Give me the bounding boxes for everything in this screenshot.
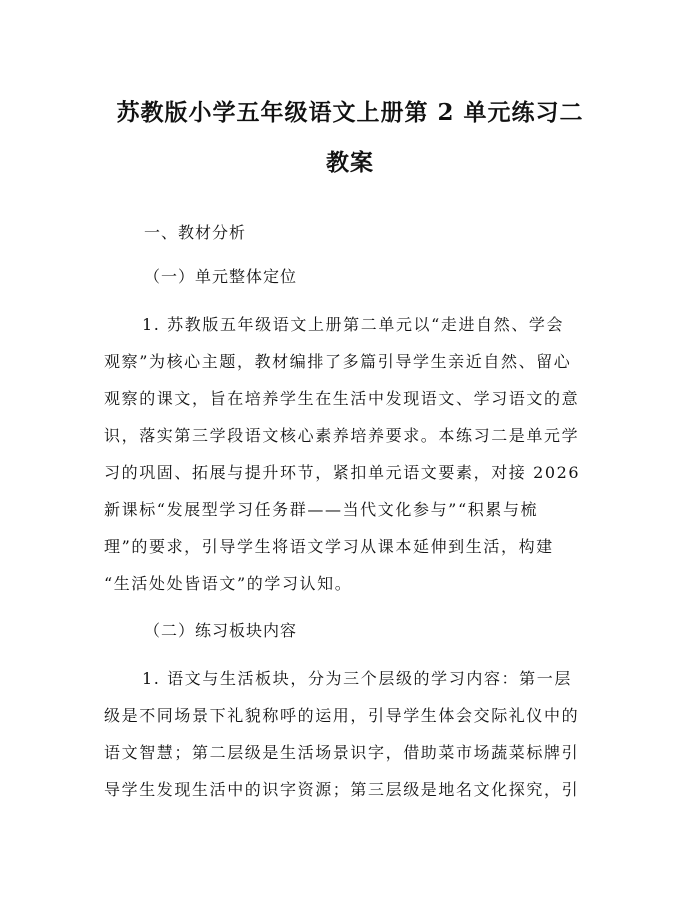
paragraph-line: 观察的课文，旨在培养学生在生活中发现语文、学习语文的意 <box>104 389 580 408</box>
subsection-heading-unit-positioning: （一）单元整体定位 <box>144 267 298 286</box>
paragraph-practice-content <box>104 660 596 808</box>
paragraph-line: 级是不同场景下礼貌称呼的运用，引导学生体会交际礼仪中的 <box>104 706 580 725</box>
paragraph-line: 1. 苏教版五年级语文上册第二单元以“走进自然、学会 <box>142 315 565 334</box>
title-line-1: 苏教版小学五年级语文上册第 2 单元练习二 <box>116 99 584 126</box>
title-line-2: 教案 <box>326 149 374 176</box>
paragraph-line: 导学生发现生活中的识字资源；第三层级是地名文化探究，引 <box>104 780 580 799</box>
paragraph-line: 观察”为核心主题，教材编排了多篇引导学生亲近自然、留心 <box>104 352 572 371</box>
subsection-heading-practice-content: （二）练习板块内容 <box>144 621 298 640</box>
paragraph-line: 语文智慧；第二层级是生活场景识字，借助菜市场蔬菜标牌引 <box>104 743 580 762</box>
paragraph-line: 识，落实第三学段语文核心素养培养要求。本练习二是单元学 <box>104 426 580 445</box>
section-heading-teaching-analysis: 一、教材分析 <box>144 223 247 242</box>
paragraph-line: “生活处处皆语文”的学习认知。 <box>104 574 353 593</box>
paragraph-line: 理”的要求，引导学生将语文学习从课本延伸到生活，构建 <box>104 537 554 556</box>
paragraph-line: 新课标“发展型学习任务群——当代文化参与”“积累与梳 <box>104 500 539 519</box>
paragraph-line: 1. 语文与生活板块，分为三个层级的学习内容：第一层 <box>142 669 572 688</box>
paragraph-unit-positioning <box>104 306 596 602</box>
paragraph-line: 习的巩固、拓展与提升环节，紧扣单元语文要素，对接 2026 <box>104 463 581 482</box>
document-title <box>104 88 596 188</box>
